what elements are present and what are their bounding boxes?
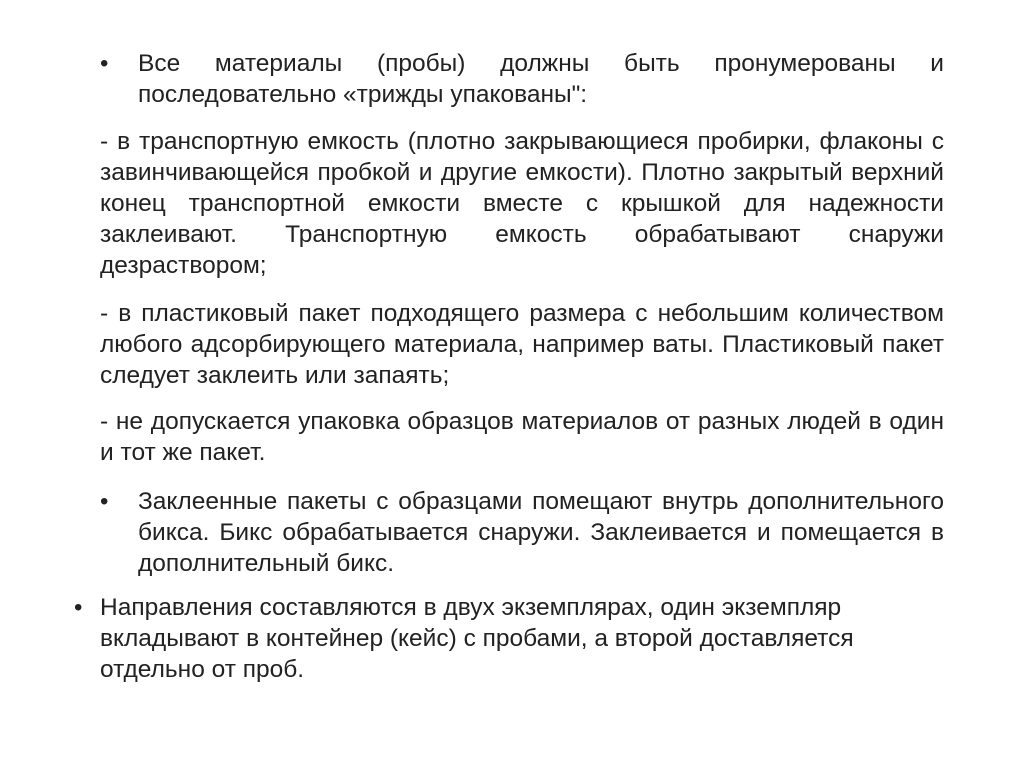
bullet-item-referrals: Направления составляются в двух экземплярах, один экземпляр вкладывают в контейнер (кейс) с пробами, а второй доставляется отдельно от проб. bbox=[100, 594, 854, 683]
paragraph-plastic-bag: - в пластиковый пакет подходящего размера с небольшим количеством любого адсорбирующего материала, например ваты. Пластиковый пакет следует заклеить или запаять; bbox=[100, 300, 944, 389]
bullet-marker-1: • bbox=[100, 50, 109, 77]
bullet-marker-2: • bbox=[100, 488, 109, 515]
bullet-marker-3: • bbox=[74, 594, 83, 621]
bullet-item-bix: Заклеенные пакеты с образцами помещают внутрь дополнительного бикса. Бикс обрабатывается снаружи. Заклеивается и помещается в дополнительный бикс. bbox=[138, 488, 944, 577]
bullet-item-numbering: Все материалы (пробы) должны быть пронумерованы и последовательно «трижды упакованы": bbox=[138, 50, 944, 108]
paragraph-transport-container: - в транспортную емкость (плотно закрывающиеся пробирки, флаконы с завинчивающейся пробкой и другие емкости). Плотно закрытый верхний конец транспортной емкости вместе с крышкой для надежности заклеивают. Транспортную емкость обрабатывают снаружи дезраствором; bbox=[100, 128, 944, 279]
paragraph-no-mixing: - не допускается упаковка образцов материалов от разных людей в один и тот же пакет. bbox=[100, 408, 944, 466]
